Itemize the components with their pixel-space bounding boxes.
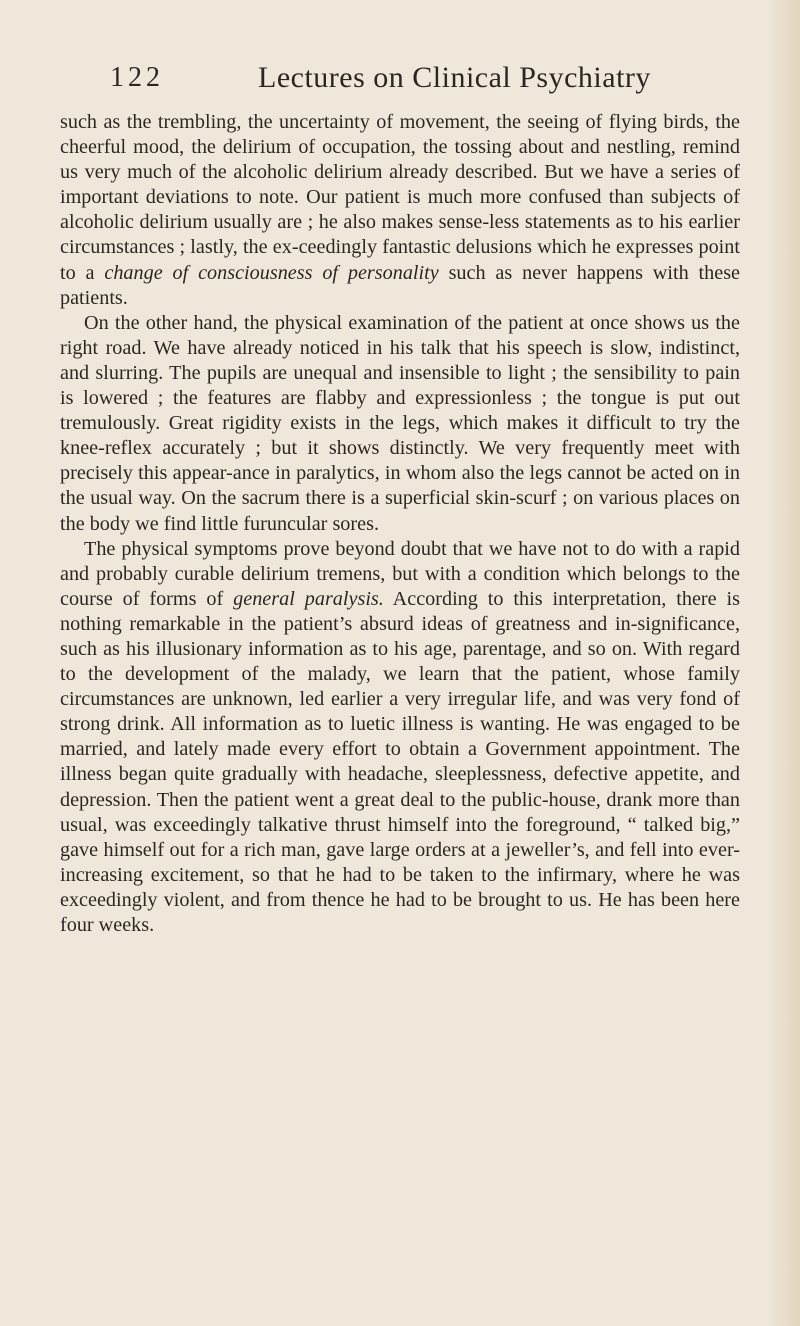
paragraph-1 bbox=[60, 110, 740, 311]
page-edge-shadow bbox=[766, 0, 800, 1326]
paragraph-3-italic: general paralysis. bbox=[233, 587, 384, 610]
body-text bbox=[60, 110, 740, 938]
running-title: Lectures on Clinical Psychiatry bbox=[258, 61, 651, 94]
running-head bbox=[110, 58, 750, 98]
paragraph-1-italic: change of consciousness of personality bbox=[104, 261, 439, 284]
paragraph-1-text-b: such as never happens with these patients. bbox=[60, 261, 741, 309]
paragraph-3-text-a: The physical symptoms prove beyond doubt that we have not to do with a rapid and probably curable delirium tremens, but with a condition which belongs to the course of forms of bbox=[60, 537, 740, 610]
paragraph-3-text-b: According to this interpretation, there is nothing remarkable in the patient’s absurd ideas of greatness and in-significance, such as his illusionary information as to his age, parentage, and so on. With regard to the development of the malady, we learn that the patient, whose family circumstances are unknown, led earlier a very irregular life, and was very fond of strong drink. All information as to luetic illness is wanting. He was engaged to be married, and lately made every effort to obtain a Government appointment. The illness began quite gradually with headache, sleeplessness, defective appetite, and depression. Then the patient went a great deal to the public-house, drank more than usual, was exceedingly talkative thrust himself into the foreground, “ talked big,” gave himself out for a rich man, gave large orders at a jeweller’s, and fell into ever-increasing excitement, so that he had to be taken to the infirmary, where he was exceedingly violent, and from thence he had to be brought to us. He has been here four weeks. bbox=[60, 587, 741, 936]
paragraph-2: On the other hand, the physical examination of the patient at once shows us the right road. We have already noticed in his talk that his speech is slow, indistinct, and slurring. The pupils are unequal and insensible to light ; the sensibility to pain is lowered ; the features are flabby and expressionless ; the tongue is put out tremulously. Great rigidity exists in the legs, which makes it difficult to try the knee-reflex accurately ; but it shows distinctly. We very frequently meet with precisely this appear-ance in paralytics, in whom also the legs cannot be acted on in the usual way. On the sacrum there is a superficial skin-scurf ; on various places on the body we find little furuncular sores. bbox=[60, 311, 740, 535]
paragraph-1-text-a: such as the trembling, the uncertainty of movement, the seeing of flying birds, the cheerful mood, the delirium of occupation, the tossing about and nestling, remind us very much of the alcoholic delirium already described. But we have a series of important deviations to note. Our patient is much more confused than subjects of alcoholic delirium usually are ; he also makes sense-less statements as to his earlier circumstances ; lastly, the ex-ceedingly fantastic delusions which he expresses point to a bbox=[60, 111, 740, 284]
paragraph-3 bbox=[60, 537, 740, 939]
page-number: 122 bbox=[110, 62, 164, 93]
